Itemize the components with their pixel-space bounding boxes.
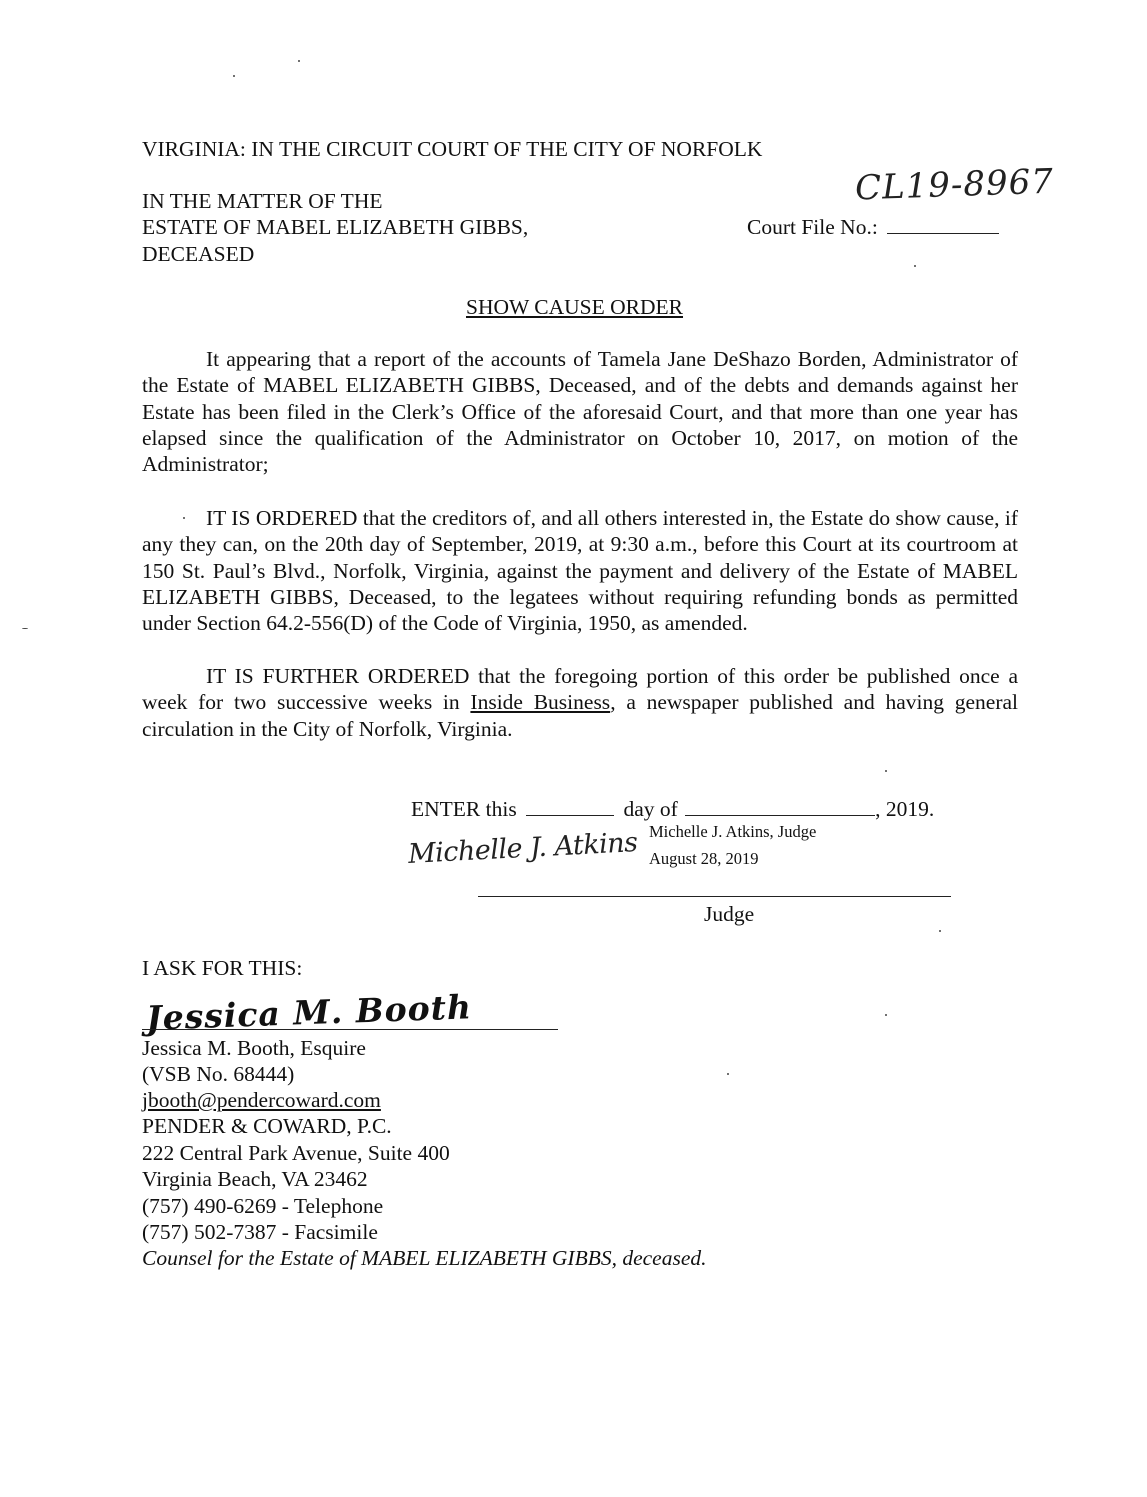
ask-for-this: I ASK FOR THIS:: [142, 956, 303, 980]
firm-address-1: 222 Central Park Avenue, Suite 400: [142, 1141, 450, 1165]
scan-speck: [939, 930, 941, 932]
attorney-signature-line: [142, 1029, 558, 1030]
enter-year: , 2019.: [875, 797, 935, 821]
firm-name: PENDER & COWARD, P.C.: [142, 1114, 392, 1138]
judge-stamp-date: August 28, 2019: [649, 849, 759, 868]
court-file-blank: [887, 215, 999, 234]
scan-speck: [727, 1073, 729, 1075]
court-file-field: [747, 214, 999, 240]
paragraph-report: It appearing that a report of the accounts of Tamela Jane DeShazo Borden, Administrator of the Estate of MABEL ELIZABETH GIBBS, Deceased, and of the debts and demands against her Estate has been filed in the Clerk’s Office of the aforesaid Court, and that more than one year has elapsed since the qualification of the Administrator on October 10, 2017, on motion of the Administrator;: [142, 347, 1018, 477]
attorney-vsb: (VSB No. 68444): [142, 1062, 295, 1086]
firm-fax: (757) 502-7387 - Facsimile: [142, 1220, 378, 1244]
judge-signature-line: [478, 896, 951, 897]
counsel-for: Counsel for the Estate of MABEL ELIZABETH GIBBS, deceased.: [142, 1246, 707, 1270]
attorney-signature: Jessica M. Booth: [145, 987, 473, 1038]
scan-speck: [298, 60, 300, 62]
caption-line-2: ESTATE OF MABEL ELIZABETH GIBBS,: [142, 215, 529, 239]
document-title: SHOW CAUSE ORDER: [466, 295, 684, 319]
judge-signature: Michelle J. Atkins: [407, 827, 639, 870]
judge-stamp-name: Michelle J. Atkins, Judge: [649, 822, 817, 841]
caption-line-1: IN THE MATTER OF THE: [142, 189, 383, 213]
scan-speck: [885, 770, 887, 772]
enter-line: [411, 796, 934, 822]
paragraph-order: IT IS ORDERED that the creditors of, and all others interested in, the Estate do show cause, if any they can, on the 20th day of September, 2019, at 9:30 a.m., before this Court at its courtroom at 150 St. Paul’s Blvd., Norfolk, Virginia, against the payment and delivery of the Estate of MABEL ELIZABETH GIBBS, Deceased, to the legatees without requiring refunding bonds as permitted under Section 64.2-556(D) of the Code of Virginia, 1950, as amended.: [142, 506, 1018, 636]
scan-speck: [22, 628, 28, 629]
scan-speck: [914, 265, 916, 267]
publication-name: Inside Business: [470, 690, 611, 715]
judge-label: Judge: [704, 902, 755, 926]
firm-address-2: Virginia Beach, VA 23462: [142, 1167, 368, 1191]
handwritten-case-number: CL19-8967: [854, 161, 1055, 209]
court-heading: VIRGINIA: IN THE CIRCUIT COURT OF THE CITY OF NORFOLK: [142, 137, 763, 161]
court-file-label: Court File No.:: [747, 215, 878, 239]
scan-speck: [233, 75, 235, 77]
paragraph-publication: IT IS FURTHER ORDERED that the foregoing portion of this order be published once a week for two successive weeks in Inside Business, a newspaper published and having general circulation in the City of Norfolk, Virginia.: [142, 664, 1018, 741]
attorney-email[interactable]: jbooth@pendercoward.com: [142, 1088, 381, 1112]
enter-month-blank: [685, 797, 875, 816]
scan-speck: [885, 1014, 887, 1016]
enter-this-label: ENTER this: [411, 797, 517, 821]
firm-phone: (757) 490-6269 - Telephone: [142, 1194, 384, 1218]
caption-line-3: DECEASED: [142, 242, 255, 266]
attorney-name: Jessica M. Booth, Esquire: [142, 1036, 366, 1060]
enter-day-blank: [526, 797, 614, 816]
day-of-label: day of: [623, 797, 678, 821]
